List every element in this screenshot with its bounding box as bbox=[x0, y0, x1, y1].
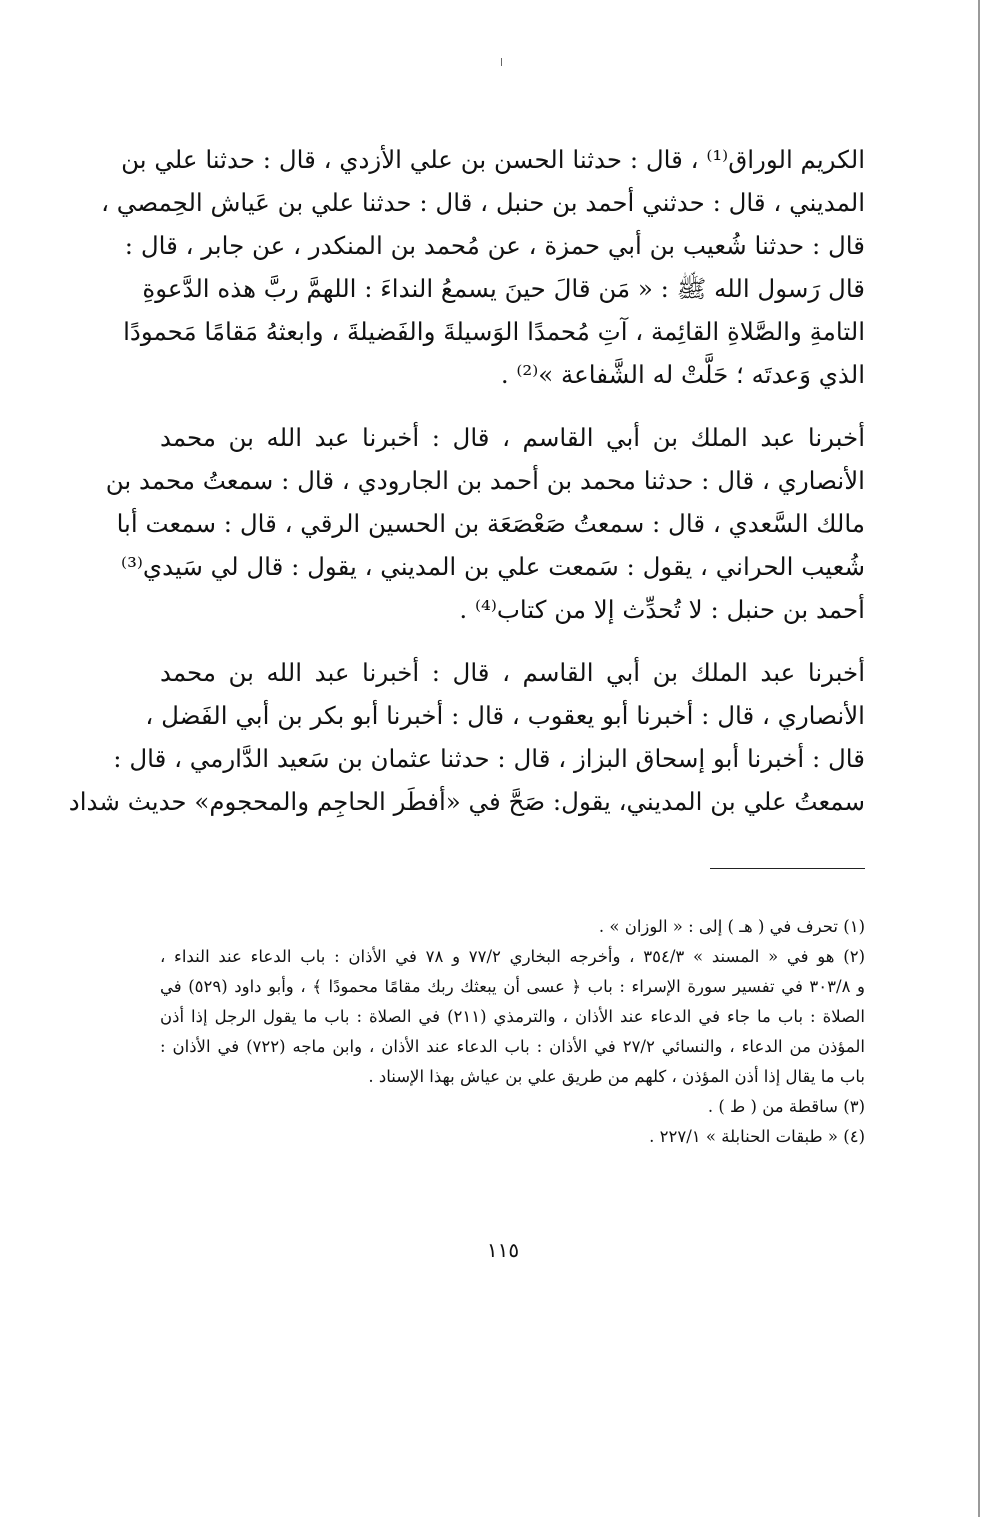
top-tick-mark bbox=[501, 58, 502, 66]
footnote-line: (٢) هو في « المسند » ٣٥٤/٣ ، وأخرجه البخاري ٧٧/٢ و ٧٨ في الأذان : باب الدعاء عند النداء ، bbox=[160, 947, 865, 966]
footnote-line: باب ما يقال إذا أذن المؤذن ، كلهم من طريق علي بن عياش بهذا الإسناد . bbox=[368, 1067, 865, 1086]
text-line: قال : حدثنا شُعيب بن أبي حمزة ، عن مُحمد بن المنكدر ، عن جابر ، قال : bbox=[124, 231, 865, 260]
text-line: أخبرنا عبد الملك بن أبي القاسم ، قال : أخبرنا عبد الله بن محمد bbox=[160, 423, 865, 452]
footnote-2 bbox=[160, 942, 865, 1092]
text-line: أحمد بن حنبل : لا تُحدِّث إلا من كتاب⁽⁴⁾ . bbox=[459, 595, 865, 624]
text-line: الذي وَعدتَه ؛ حَلَّتْ له الشَّفاعة »⁽²⁾ . bbox=[500, 360, 865, 389]
paragraph-2 bbox=[105, 416, 865, 631]
text-line: سمعتُ علي بن المديني، يقول: صَحَّ في «أفطَر الحاجِم والمحجوم» حديث شداد bbox=[68, 787, 865, 816]
footnotes bbox=[160, 912, 865, 1152]
paragraph-3 bbox=[68, 651, 865, 823]
text-line: المديني ، قال : حدثني أحمد بن حنبل ، قال : حدثنا علي بن عَياش الحِمصي ، bbox=[101, 188, 865, 217]
footnote-4 bbox=[160, 1122, 865, 1152]
scan-edge-line bbox=[978, 0, 980, 1517]
footnote-3 bbox=[160, 1092, 865, 1122]
text-line: التامةِ والصَّلاةِ القائِمة ، آتِ مُحمدًا الوَسيلةَ والفَضيلةَ ، وابعثهُ مَقامًا مَحمودًا bbox=[123, 317, 865, 346]
text-line: مالك السَّعدي ، قال : سمعتُ صَعْصَعَة بن الحسين الرقي ، قال : سمعت أبا bbox=[116, 509, 865, 538]
text-line: الأنصاري ، قال : أخبرنا أبو يعقوب ، قال : أخبرنا أبو بكر بن أبي الفَضل ، bbox=[145, 701, 865, 730]
page-number: ١١٥ bbox=[486, 1238, 520, 1262]
footnote-line: و ٣٠٣/٨ في تفسير سورة الإسراء : باب ﴿ عسى أن يبعثك ربك مقامًا محمودًا ﴾ ، وأبو داود (٥٢٩) في bbox=[160, 977, 865, 996]
text-line: شُعيب الحراني ، يقول : سَمعت علي بن المديني ، يقول : قال لي سَيدي⁽³⁾ bbox=[121, 552, 865, 581]
footnote-1 bbox=[160, 912, 865, 942]
footnote-line: (٤) « طبقات الحنابلة » ٢٢٧/١ . bbox=[649, 1127, 865, 1146]
footnote-line: (١) تحرف في ( هـ ) إلى : « الوزان » . bbox=[598, 917, 865, 936]
text-line: قال رَسول الله ﷺ : « مَن قالَ حينَ يسمعُ النداءَ : اللهمَّ ربَّ هذه الدَّعوةِ bbox=[142, 274, 865, 303]
text-line: أخبرنا عبد الملك بن أبي القاسم ، قال : أخبرنا عبد الله بن محمد bbox=[160, 658, 865, 687]
main-text bbox=[68, 138, 865, 843]
text-line: الأنصاري ، قال : حدثنا محمد بن أحمد بن الجارودي ، قال : سمعتُ محمد بن bbox=[105, 466, 865, 495]
paragraph-1 bbox=[101, 138, 865, 396]
text-line: قال : أخبرنا أبو إسحاق البزاز ، قال : حدثنا عثمان بن سَعيد الدَّارمي ، قال : bbox=[113, 744, 865, 773]
footnote-line: المؤذن من الدعاء ، والنسائي ٢٧/٢ في الأذان : باب الدعاء عند الأذان ، وابن ماجه (٧٢٢) في الأذان : bbox=[160, 1037, 865, 1056]
footnote-line: (٣) ساقطة من ( ط ) . bbox=[707, 1097, 865, 1116]
text-line: الكريم الوراق⁽¹⁾ ، قال : حدثنا الحسن بن علي الأزدي ، قال : حدثنا علي بن bbox=[121, 145, 865, 174]
footnote-separator bbox=[710, 868, 865, 869]
footnote-line: الصلاة : باب ما جاء في الدعاء عند الأذان ، والترمذي (٢١١) في الصلاة : باب ما يقول الرجل إذا أذن bbox=[160, 1007, 866, 1026]
